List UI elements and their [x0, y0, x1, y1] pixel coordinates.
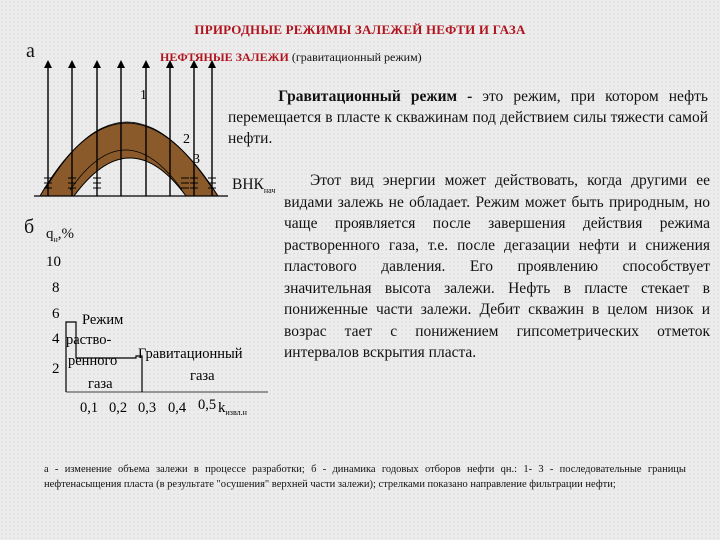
- zone-gravity-1: Гравитационный: [138, 346, 243, 362]
- definition-paragraph: Гравитационный режим - это режим, при котором нефть перемещается в пласте к скважинам под действием силы тяжести самой нефти.: [228, 88, 708, 147]
- x-tick-04: 0,4: [168, 400, 187, 416]
- figure-caption: а - изменение объема залежи в процессе разработки; б - динамика годовых отборов нефти qн.: 1- 3 - последовательные границы нефтенасыщения пласта (в результате "осушения" верхней части залежи); стрелками показано направление фильтрации нефти;: [44, 464, 686, 490]
- y-tick-10: 10: [46, 254, 61, 270]
- zone-dissolved-gas-1: Режим: [82, 312, 124, 328]
- y-axis-label: $q_н,\%$: [46, 226, 75, 244]
- owc-label: $ВНК_{нач}$: [232, 176, 276, 196]
- x-tick-03: 0,3: [138, 400, 157, 416]
- x-tick-02: 0,2: [109, 400, 128, 416]
- zone-gravity-2: газа: [190, 368, 215, 384]
- figure-a-letter: а: [26, 40, 35, 62]
- zone-dissolved-gas-3: ренного: [68, 353, 118, 369]
- y-tick-4: 4: [52, 331, 60, 347]
- y-tick-8: 8: [52, 280, 60, 296]
- subtitle-mode: (гравитационный режим): [291, 50, 422, 64]
- figure-b-letter: б: [24, 216, 35, 238]
- x-tick-01: 0,1: [80, 400, 99, 416]
- x-tick-05: 0,5: [198, 397, 217, 413]
- zone-dissolved-gas-2: раство-: [66, 332, 112, 348]
- zone-dissolved-gas-4: газа: [88, 376, 113, 392]
- boundary-label-3: 3: [193, 152, 200, 167]
- description-paragraph: Этот вид энергии может действовать, когда другими ее видами залежь не обладает. Режим может быть природным, но чаще проявляется после завершения действия режима растворенного газа, т.е. после дегазации нефти и снижения пластового давления. Его проявлению способствует значительная высота залежи. Нефть в пласте стекает в пониженные части залежи. Дебит скважин в целом низок и возрас тает с понижением гипсометрических отметок интервалов вскрытия пласта.: [284, 172, 710, 361]
- subtitle-main: НЕФТЯНЫЕ ЗАЛЕЖИ: [160, 50, 289, 64]
- boundary-label-2: 2: [183, 132, 190, 147]
- production-chart: [0, 0, 280, 440]
- y-tick-2: 2: [52, 361, 60, 377]
- page-title: ПРИРОДНЫЕ РЕЖИМЫ ЗАЛЕЖЕЙ НЕФТИ И ГАЗА: [194, 22, 526, 37]
- y-tick-6: 6: [52, 306, 60, 322]
- boundary-label-1: 1: [140, 88, 147, 103]
- x-axis-label: $k_{извл.н}$: [218, 400, 247, 417]
